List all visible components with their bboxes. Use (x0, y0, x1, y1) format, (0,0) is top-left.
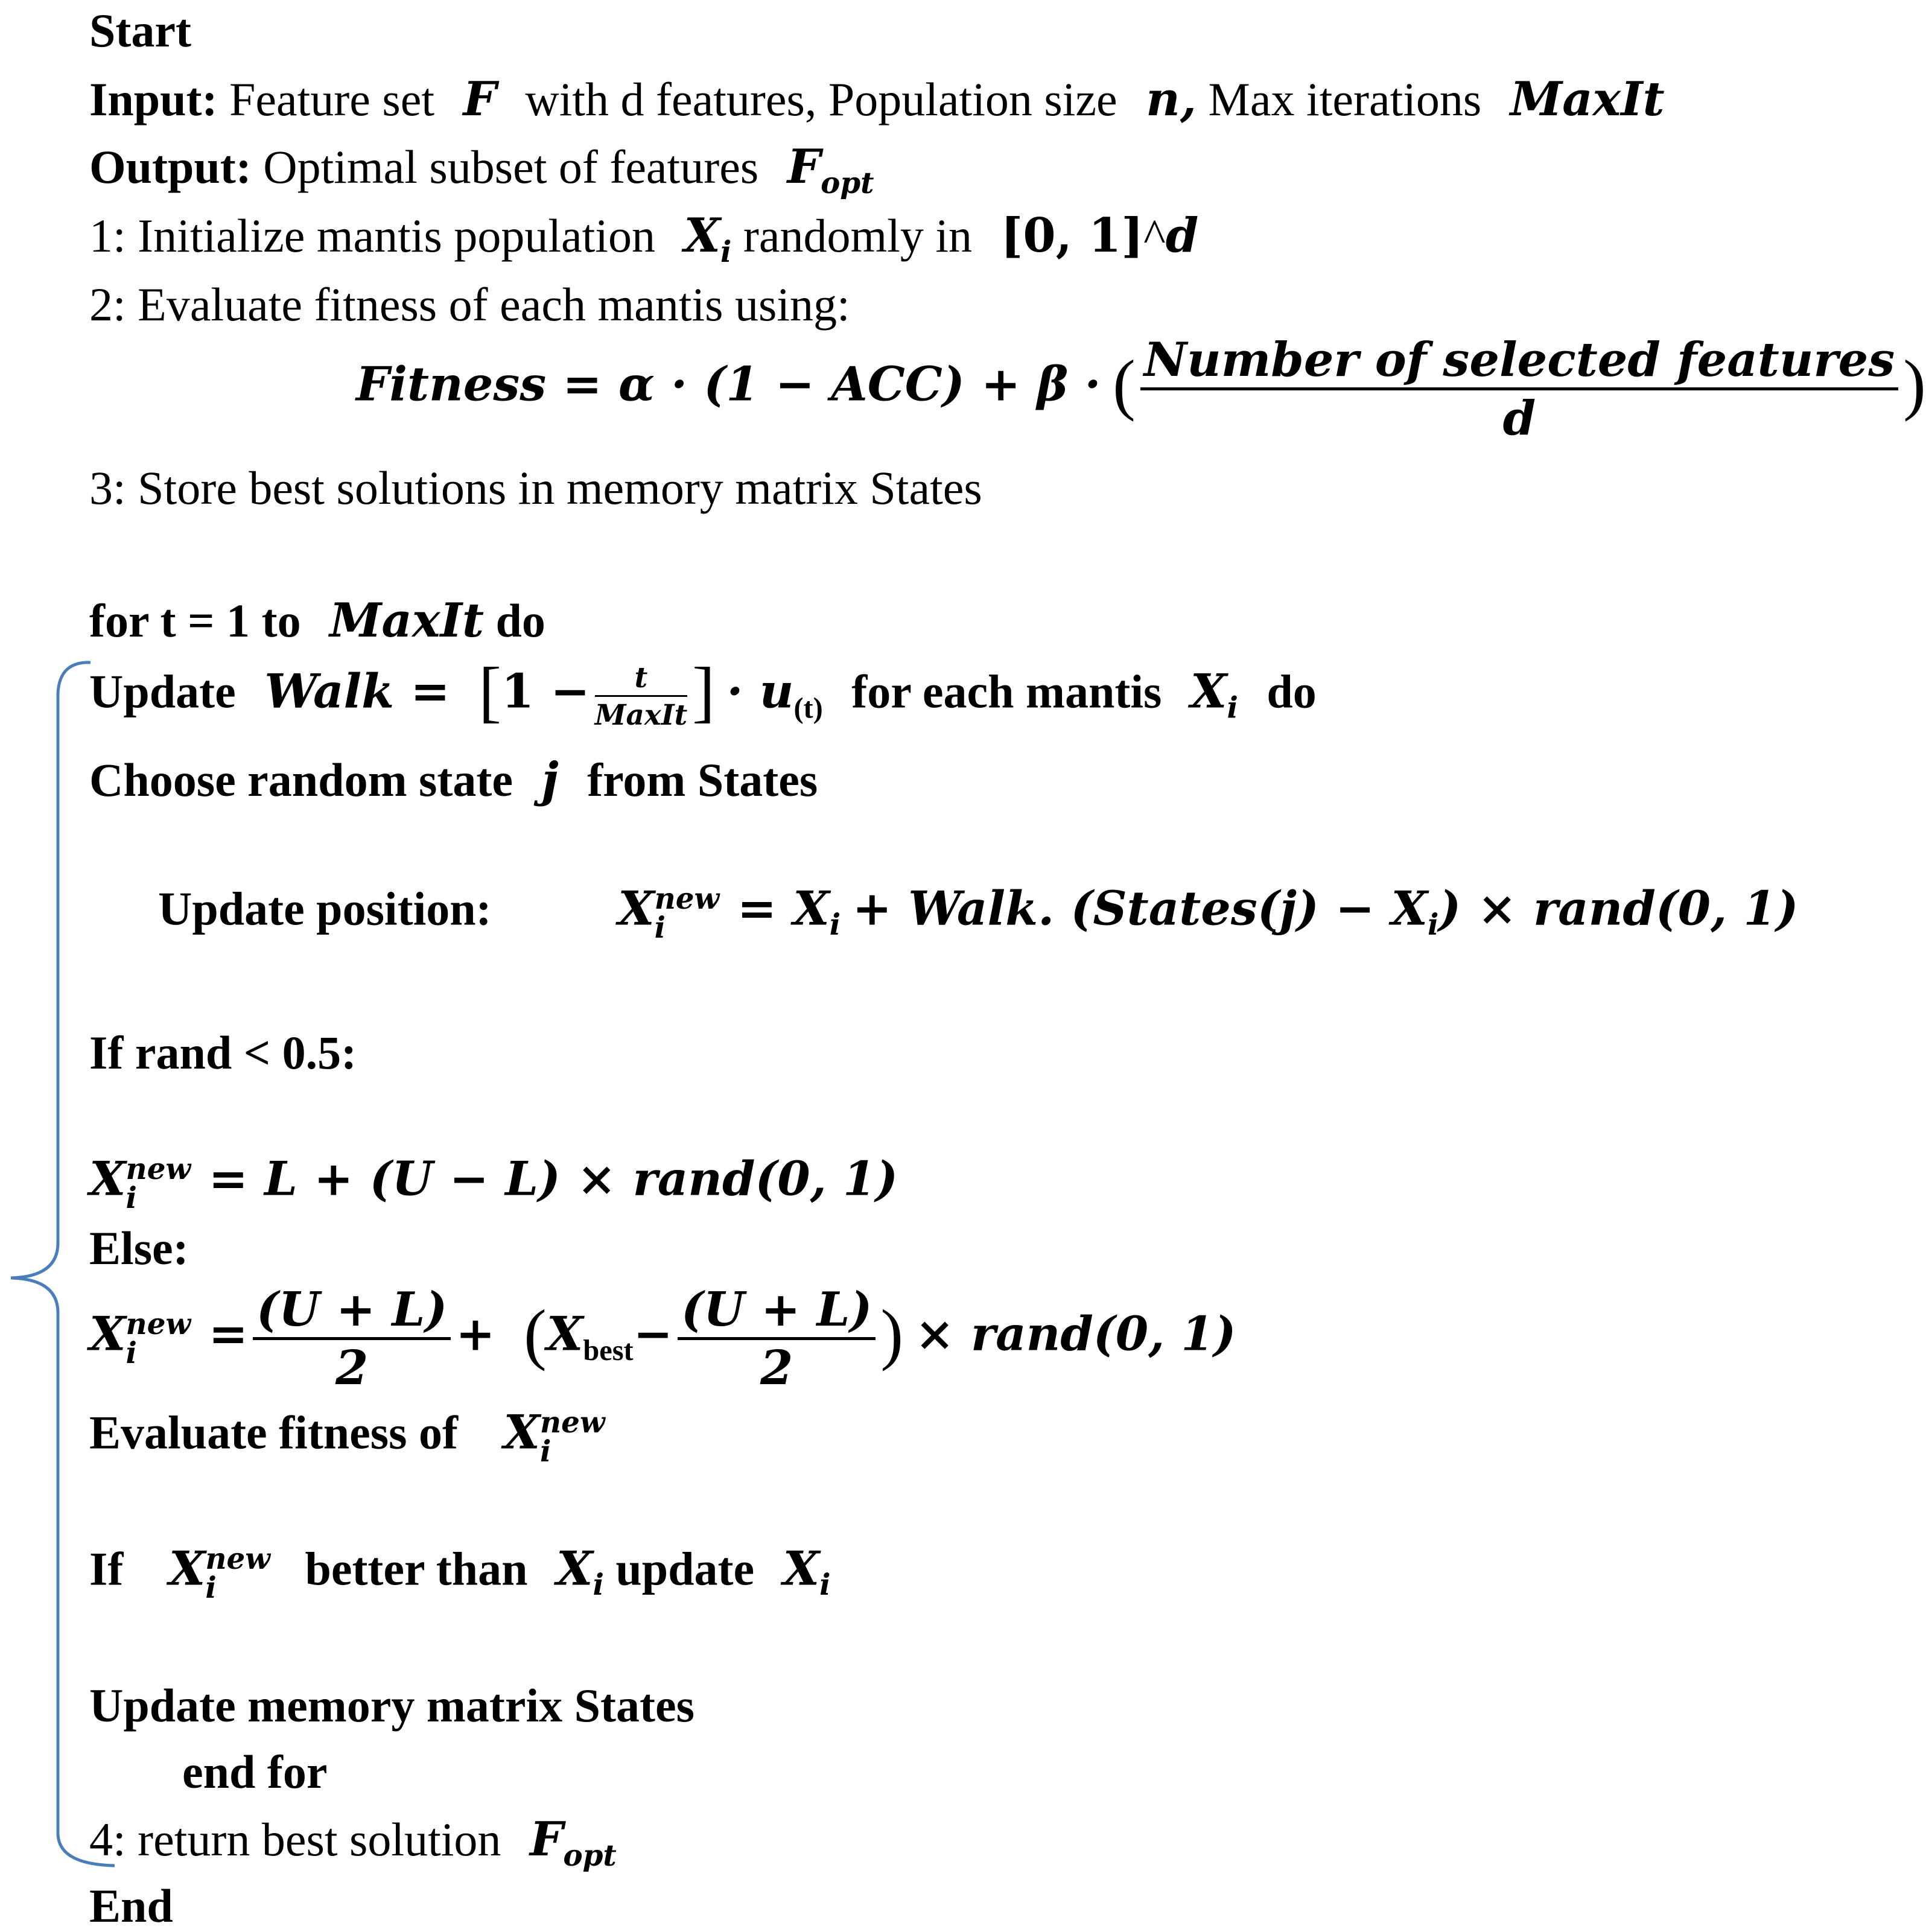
fitness-paren-open: ( (1113, 346, 1136, 422)
output-label: Output: (89, 141, 252, 193)
walk-X-sub: i (1227, 691, 1238, 725)
step-3: 3: Store best solutions in memory matrix States (89, 462, 982, 514)
x-new-2-frac-2-num: (U + L) (678, 1285, 876, 1340)
pos-X-sub: i (654, 911, 666, 945)
start-line: Start (89, 4, 191, 57)
x-new-2-frac-1-den: 2 (335, 1340, 369, 1396)
fitness-numerator: Number of selected features (1140, 335, 1898, 390)
input-line (89, 72, 1665, 127)
fitness-denominator: d (1502, 390, 1536, 446)
input-text-1: Feature set (229, 73, 434, 126)
if2-better: better than (305, 1542, 528, 1595)
x-new-1-line (89, 1151, 898, 1216)
walk-fraction (595, 663, 688, 730)
eval-text: Evaluate fitness of (89, 1406, 458, 1459)
choose-text: Choose random state (89, 754, 513, 806)
step1-d: d (1165, 208, 1199, 263)
pos-rhs-3: ) × rand(0, 1) (1438, 881, 1799, 936)
eval-line (89, 1405, 611, 1469)
pos-rhs-2-sub: i (1428, 908, 1439, 942)
pos-X-scripts (654, 882, 720, 945)
update-position-line (158, 881, 1799, 945)
update-position-label: Update position: (158, 882, 492, 935)
walk-update: Update (89, 665, 236, 718)
if2-Xi-2: X (783, 1541, 820, 1597)
step1-pow: ^ (1143, 209, 1166, 262)
end-for-line: end for (182, 1746, 328, 1798)
x-new-1-sup: new (126, 1152, 191, 1186)
walk-for-each: for each mantis (851, 665, 1162, 718)
walk-bracket-close: ] (692, 654, 715, 729)
walk-lhs: Walk = (264, 664, 450, 719)
update-memory-line: Update memory matrix States (89, 1679, 694, 1732)
input-text-3: Max iterations (1208, 73, 1482, 126)
walk-u-sub: (t) (793, 692, 823, 725)
x-new-2-frac-1-num: (U + L) (253, 1285, 451, 1340)
if-line: If rand < 0.5: (89, 1026, 357, 1079)
pos-X-new: X (618, 881, 655, 936)
eval-X: X (503, 1405, 541, 1460)
x-new-1-rhs: = L + (U − L) × rand(0, 1) (208, 1151, 898, 1207)
choose-line (89, 752, 818, 807)
end-line: End (89, 1880, 173, 1932)
walk-frac-num: t (595, 663, 688, 697)
output-line (89, 139, 874, 200)
input-feature-set: F (463, 72, 497, 127)
if2-update: update (615, 1542, 755, 1595)
else-line: Else: (89, 1222, 189, 1274)
eval-X-sup: new (540, 1406, 605, 1440)
output-F: F (787, 139, 821, 194)
pos-X-sup: new (654, 882, 720, 916)
step-2: 2: Evaluate fitness of each mantis using: (89, 278, 850, 331)
for-text: for t = 1 to (89, 594, 301, 647)
if-better-line (89, 1541, 831, 1606)
fitness-formula (356, 332, 1926, 446)
x-new-2-scripts (126, 1308, 191, 1371)
step4-F-sub: opt (563, 1838, 617, 1873)
walk-X: X (1190, 664, 1227, 719)
step1-text: 1: Initialize mantis population (89, 209, 655, 262)
step1-text2: randomly in (743, 209, 972, 262)
if2-X-sub: i (205, 1571, 217, 1606)
if2-Xi: X (556, 1541, 593, 1597)
walk-frac-den: MaxIt (594, 699, 688, 732)
eval-X-scripts (540, 1408, 605, 1467)
x-new-2-sup: new (126, 1308, 191, 1342)
for-maxit: MaxIt (329, 593, 484, 648)
fitness-lhs: Fitness = α · (1 − ACC) + β · (356, 357, 1101, 412)
for-do: do (495, 594, 545, 647)
walk-one: 1 − (501, 664, 590, 719)
fitness-paren-close: ) (1903, 346, 1926, 422)
pos-rhs-2: + Walk. (States(j) − X (852, 881, 1428, 936)
x-best: X (546, 1306, 583, 1362)
pos-rhs-1: = X (737, 881, 830, 936)
walk-bracket-open: [ (478, 654, 501, 729)
x-new-2-sub: i (126, 1336, 137, 1371)
input-text-2: with d features, Population size (525, 73, 1117, 126)
x-new-2-plus: + (456, 1306, 495, 1362)
eval-X-sub: i (540, 1435, 551, 1469)
x-new-2-tail: × rand(0, 1) (915, 1306, 1236, 1362)
step1-range: [0, 1] (1000, 208, 1144, 263)
x-new-1-scripts (126, 1152, 191, 1216)
walk-line (89, 654, 1317, 732)
x-new-2-X: X (89, 1306, 126, 1362)
walk-do: do (1267, 665, 1317, 718)
x-new-2-paren-close: ) (880, 1296, 904, 1372)
output-text: Optimal subset of features (263, 141, 759, 193)
input-label: Input: (89, 73, 218, 126)
step1-X: X (684, 208, 721, 263)
step1-i: i (720, 235, 732, 269)
step4-F: F (529, 1812, 564, 1867)
if2-if: If (89, 1542, 124, 1595)
input-maxit: MaxIt (1510, 72, 1665, 127)
x-new-2-paren-open: ( (524, 1296, 547, 1372)
x-new-2-frac-2 (678, 1282, 876, 1396)
step4-text: 4: return best solution (89, 1813, 501, 1866)
x-minus: − (633, 1306, 673, 1362)
x-best-sub: best (583, 1335, 634, 1367)
x-new-1-sub: i (126, 1181, 137, 1216)
if2-X-new: X (168, 1541, 206, 1597)
fitness-fraction (1140, 332, 1898, 446)
output-F-sub: opt (821, 166, 874, 200)
choose-j: j (541, 752, 559, 807)
x-new-2-frac-1 (253, 1282, 451, 1396)
if2-Xi-2-sub: i (819, 1568, 831, 1603)
x-new-1-X: X (89, 1151, 126, 1207)
pos-rhs-1-sub: i (829, 908, 841, 942)
if2-X-sup: new (205, 1542, 270, 1576)
if2-X-scripts (205, 1542, 270, 1606)
step-4 (89, 1812, 617, 1873)
x-new-2-line (89, 1282, 1236, 1396)
choose-from: from States (587, 754, 818, 806)
if2-Xi-sub: i (593, 1568, 604, 1603)
for-line (89, 593, 545, 648)
step-1 (89, 208, 1199, 269)
x-new-2-frac-2-den: 2 (760, 1340, 793, 1396)
x-new-2-eq: = (208, 1306, 248, 1362)
input-pop-size: n, (1146, 72, 1197, 127)
walk-u: · u (726, 664, 794, 719)
